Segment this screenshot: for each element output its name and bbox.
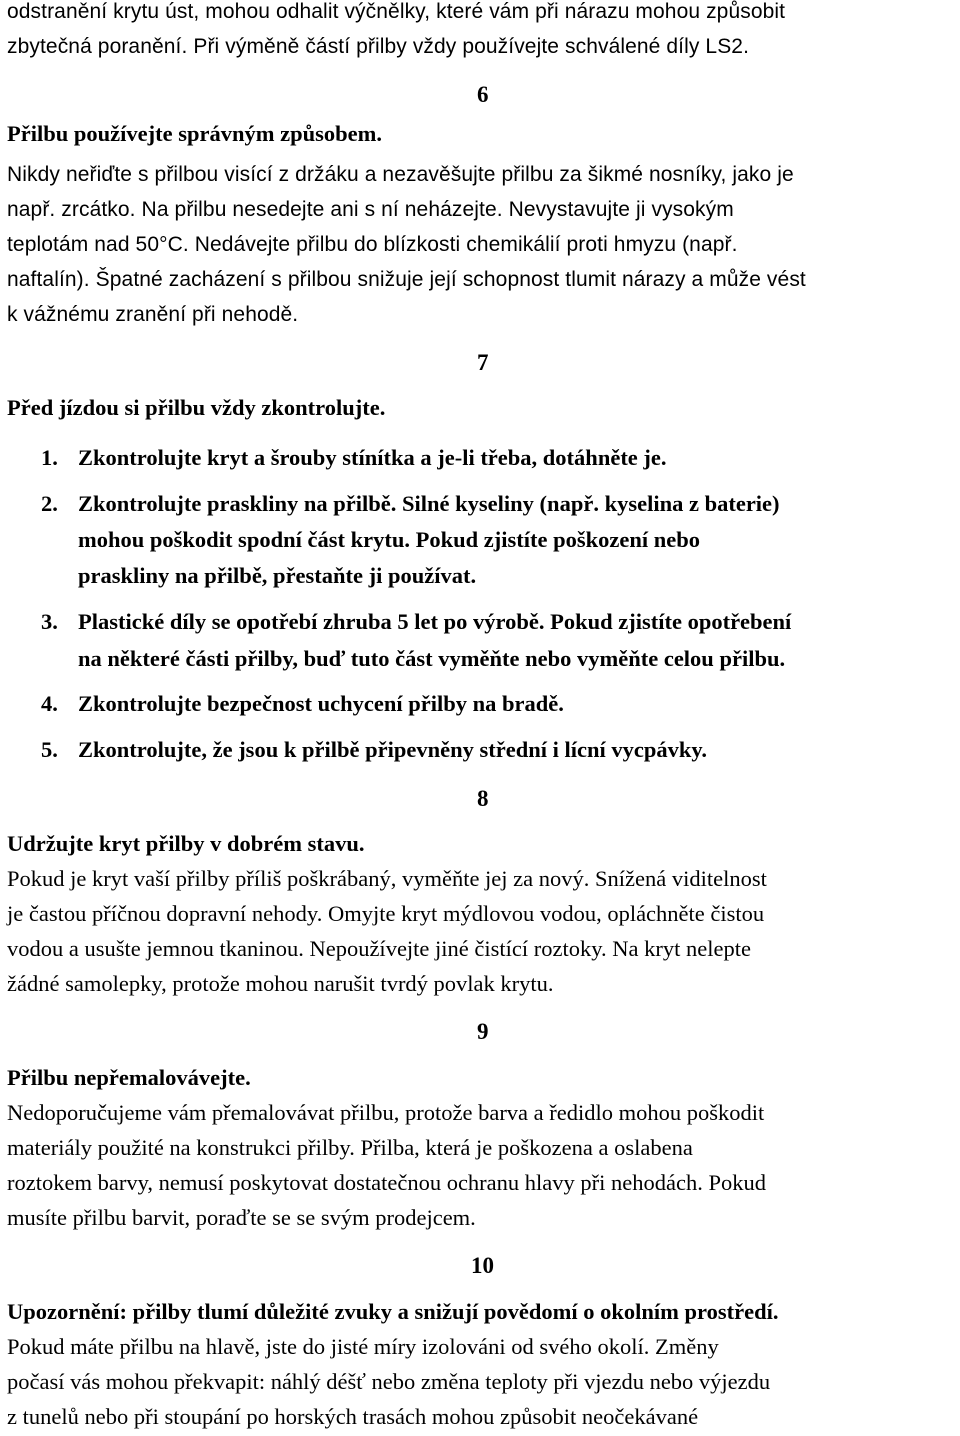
checklist-item-3-number: 3. <box>41 609 58 634</box>
section-9-number: 9 <box>477 1019 489 1044</box>
section-6-number: 6 <box>477 82 489 107</box>
section-10-heading: Upozornění: přilby tlumí důležité zvuky a snižují povědomí o okolním prostředí. <box>7 1299 779 1324</box>
section-8-line-1: Pokud je kryt vaší přilby příliš poškrábaný, vyměňte jej za nový. Snížená viditelnost <box>7 866 767 891</box>
section-6-line-3: teplotám nad 50°C. Nedávejte přilbu do blízkosti chemikálií proti hmyzu (např. <box>7 233 738 256</box>
section-9-line-4: musíte přilbu barvit, poraďte se se svým prodejcem. <box>7 1205 476 1230</box>
section-7-number: 7 <box>477 350 489 375</box>
checklist-item-4-line-1: Zkontrolujte bezpečnost uchycení přilby na bradě. <box>78 691 564 716</box>
checklist-item-4-number: 4. <box>41 691 58 716</box>
section-6-heading: Přilbu používejte správným způsobem. <box>7 121 383 146</box>
section-8-line-3: vodou a usušte jemnou tkaninou. Nepoužívejte jiné čistící roztoky. Na kryt nelepte <box>7 936 751 961</box>
section-10-number: 10 <box>471 1253 494 1278</box>
checklist-item-2-line-2: mohou poškodit spodní část krytu. Pokud zjistíte poškození nebo <box>78 527 701 552</box>
section-8-line-2: je častou příčnou dopravní nehody. Omyjte kryt mýdlovou vodou, opláchněte čistou <box>7 901 765 926</box>
checklist-item-3-line-2: na některé části přilby, buď tuto část vyměňte nebo vyměňte celou přilbu. <box>78 646 786 671</box>
checklist-item-3-line-1: Plastické díly se opotřebí zhruba 5 let po výrobě. Pokud zjistíte opotřebení <box>78 609 792 634</box>
section-9-line-3: roztokem barvy, nemusí poskytovat dostatečnou ochranu hlavy při nehodách. Pokud <box>7 1170 766 1195</box>
section-10-line-1: Pokud máte přilbu na hlavě, jste do jisté míry izolováni od svého okolí. Změny <box>7 1334 719 1359</box>
section-7-heading: Před jízdou si přilbu vždy zkontrolujte. <box>7 395 386 420</box>
checklist-item-1-number: 1. <box>41 445 58 470</box>
checklist-item-2-line-3: praskliny na přilbě, přestaňte ji používat. <box>78 563 477 588</box>
section-8-heading: Udržujte kryt přilby v dobrém stavu. <box>7 831 365 856</box>
section-9-line-2: materiály použité na konstrukci přilby. Přilba, která je poškozena a oslabena <box>7 1135 693 1160</box>
checklist-item-2-line-1: Zkontrolujte praskliny na přilbě. Silné kyseliny (např. kyselina z baterie) <box>78 491 780 516</box>
section-6-line-4: naftalín). Špatné zacházení s přilbou snižuje její schopnost tlumit nárazy a může vést <box>7 268 806 291</box>
section-6-line-1: Nikdy neřiďte s přilbou visící z držáku a nezavěšujte přilbu za šikmé nosníky, jako je <box>7 163 794 186</box>
section-9-line-1: Nedoporučujeme vám přemalovávat přilbu, protože barva a ředidlo mohou poškodit <box>7 1100 765 1125</box>
section-6-line-5: k vážnému zranění při nehodě. <box>7 303 299 326</box>
intro-line-1: odstranění krytu úst, mohou odhalit výčnělky, které vám při nárazu mohou způsobit <box>7 0 786 23</box>
section-10-line-3: z tunelů nebo při stoupání po horských trasách mohou způsobit neočekávané <box>7 1404 699 1429</box>
section-9-heading: Přilbu nepřemalovávejte. <box>7 1065 251 1090</box>
checklist-item-5-line-1: Zkontrolujte, že jsou k přilbě připevněny střední i lícní vycpávky. <box>78 737 708 762</box>
section-6-line-2: např. zrcátko. Na přilbu nesedejte ani s ní neházejte. Nevystavujte ji vysokým <box>7 198 734 221</box>
checklist-item-2-number: 2. <box>41 491 58 516</box>
section-8-number: 8 <box>477 786 489 811</box>
section-8-line-4: žádné samolepky, protože mohou narušit tvrdý povlak krytu. <box>7 971 554 996</box>
checklist-item-5-number: 5. <box>41 737 58 762</box>
section-10-line-2: počasí vás mohou překvapit: náhlý déšť nebo změna teploty při vjezdu nebo výjezdu <box>7 1369 771 1394</box>
intro-line-2: zbytečná poranění. Při výměně částí přilby vždy používejte schválené díly LS2. <box>7 35 750 58</box>
checklist-item-1-line-1: Zkontrolujte kryt a šrouby stínítka a je-li třeba, dotáhněte je. <box>78 445 667 470</box>
